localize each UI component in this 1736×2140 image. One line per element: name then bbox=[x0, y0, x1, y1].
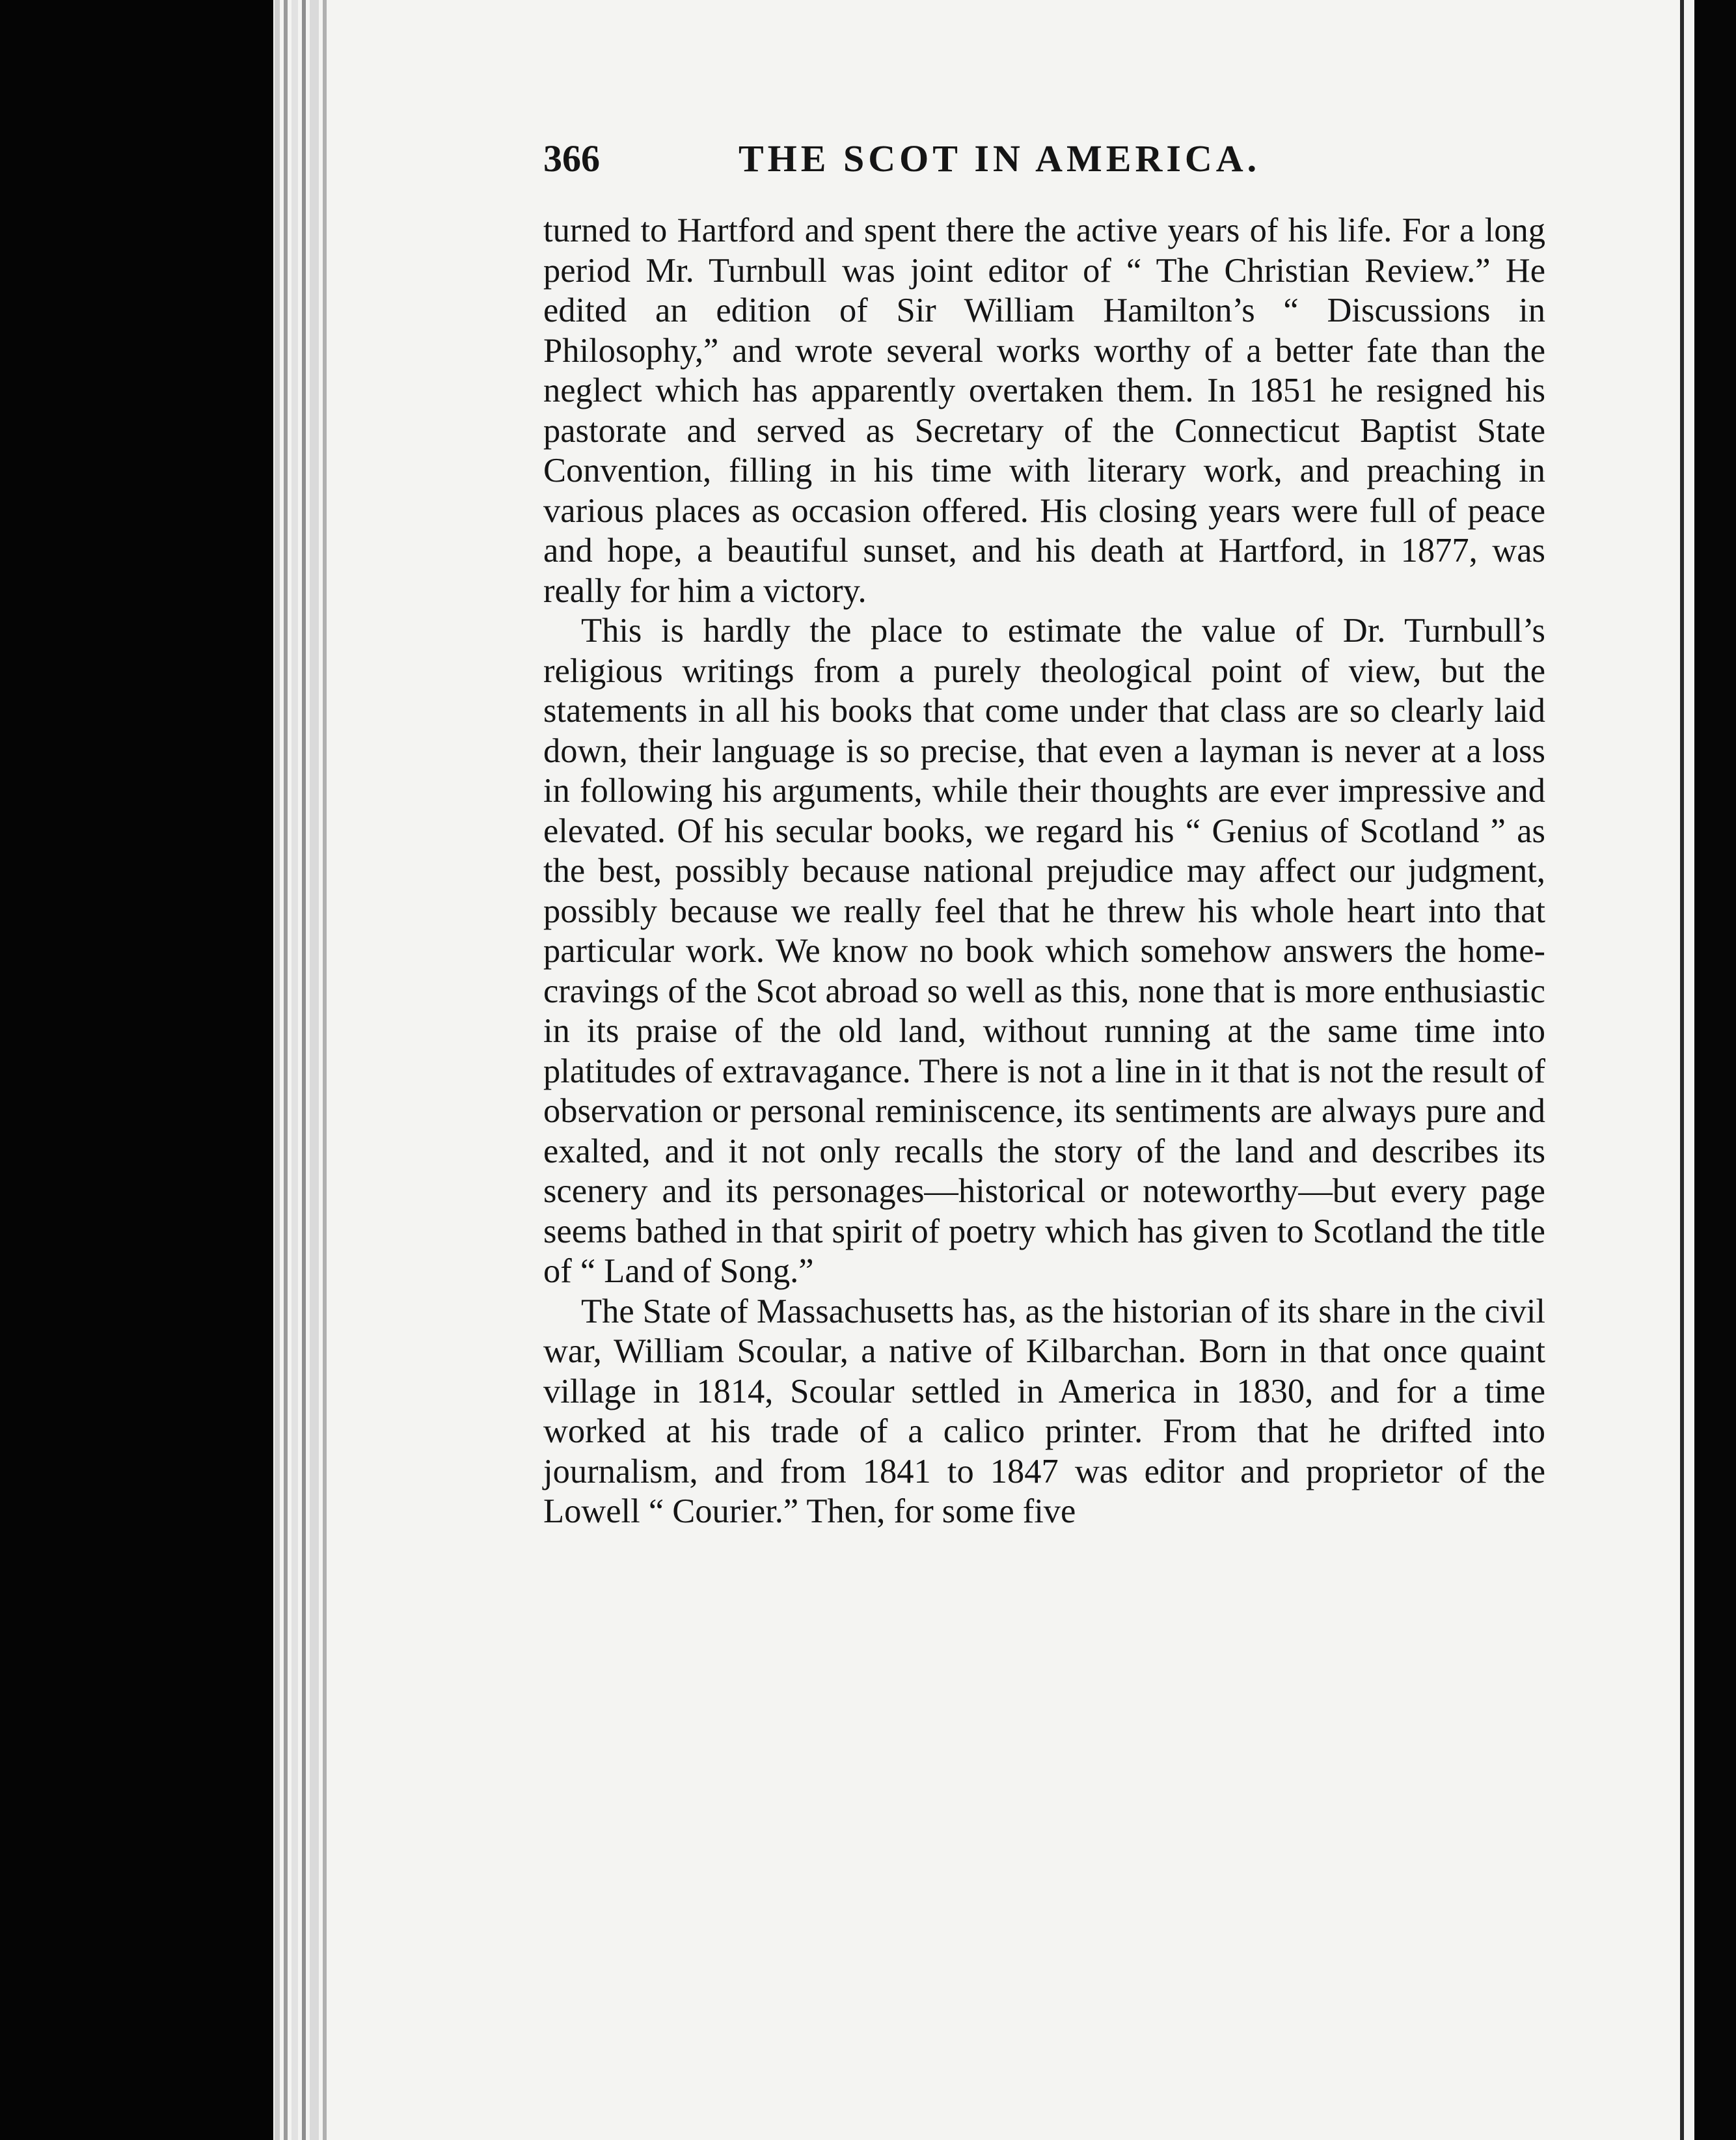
scan-left-margin bbox=[0, 0, 273, 2140]
paragraph-turnbull-writings: This is hardly the place to estimate the value of Dr. Turnbull’s religious writings from a purely theological point of view, but the statements in all his books that come under that class are so clearly laid down, their language is so precise, that even a layman is never at a loss in following his arguments, while their thoughts are ever impressive and elevated. Of his secular books, we regard his “ Genius of Scotland ” as the best, possibly because national prejudice may affect our judgment, possibly because we really feel that he threw his whole heart into that particular work. We know no book which somehow answers the home-cravings of the Scot abroad so well as this, none that is more enthusiastic in its praise of the old land, without running at the same time into platitudes of extravagance. There is not a line in it that is not the result of observation or personal reminiscence, its sentiments are always pure and exalted, and it not only recalls the story of the land and describes its scenery and its personages—historical or noteworthy—but every page seems bathed in that spirit of poetry which has given to Scotland the title of “ Land of Song.” bbox=[543, 612, 1545, 1290]
body-text bbox=[543, 211, 1545, 1532]
paragraph-continued: turned to Hartford and spent there the active years of his life. For a long period Mr. Turnbull was joint editor of “ The Christian Review.” He edited an edition of Sir William Hamilton’s “ Discussions in Philosophy,” and wrote several works worthy of a better fate than the neglect which has apparently overtaken them. In 1851 he resigned his pastorate and served as Secretary of the Connecticut Baptist State Convention, filling in his time with literary work, and preaching in various places as occasion offered. His closing years were full of peace and hope, a beautiful sunset, and his death at Hartford, in 1877, was really for him a victory. bbox=[543, 212, 1545, 610]
page-edge-stripe bbox=[292, 0, 298, 2140]
scan-right-margin bbox=[1694, 0, 1736, 2140]
running-title: THE SCOT IN AMERICA. bbox=[739, 137, 1261, 180]
page-gutter-line bbox=[1680, 0, 1684, 2140]
page-edge-stripe bbox=[275, 0, 280, 2140]
running-head bbox=[543, 137, 1545, 195]
paragraph-scoular: The State of Massachusetts has, as the historian of its share in the civil war, William Scoular, a native of Kilbarchan. Born in that once quaint village in 1814, Scoular settled in America in 1830, and for a time worked at his trade of a calico printer. From that he drifted into journalism, and from 1841 to 1847 was editor and proprietor of the Lowell “ Courier.” Then, for some five bbox=[543, 1292, 1545, 1530]
page-edge-stripe bbox=[310, 0, 319, 2140]
page-number: 366 bbox=[543, 137, 600, 180]
page-edge-stripe bbox=[302, 0, 306, 2140]
page-edge-stripe bbox=[284, 0, 288, 2140]
book-page bbox=[543, 137, 1545, 1532]
page-edge-stripe bbox=[323, 0, 327, 2140]
